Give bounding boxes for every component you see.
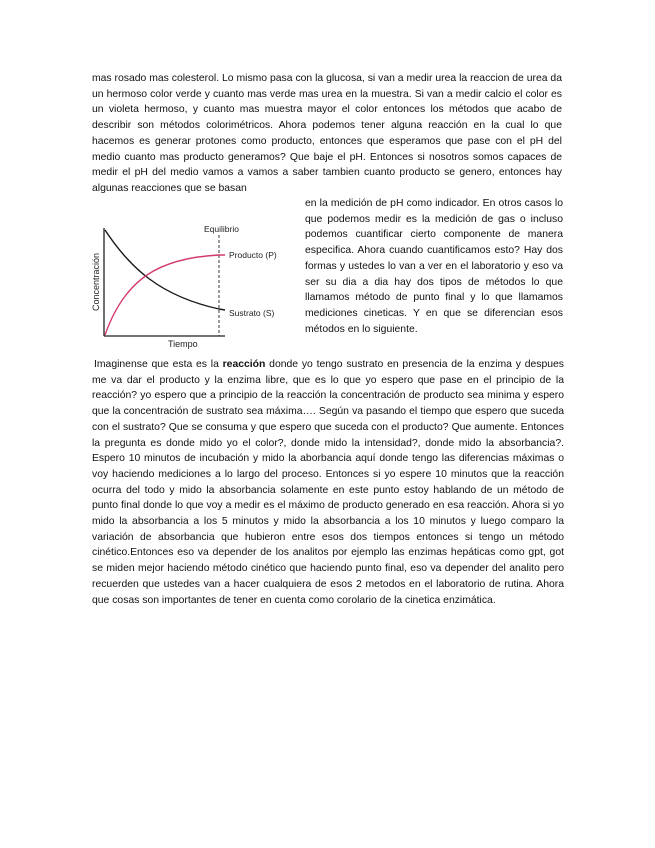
- x-axis-label: Tiempo: [168, 339, 198, 349]
- reaction-term: reacción: [222, 359, 266, 370]
- paragraph-methods: en la medición de pH como indicador. En otros casos lo que podemos medir es la medición de gas o incluso podemos cuantificar cierto componente de manera especifica. Ahora cuando cuantificamos esto? Hay dos formas y ustedes lo van a ver en el laboratorio y eso va ser su dia a dia hay dos tipos de métodos lo que llamamos método de punto final y lo que llamamos mediciones cineticas. Y en que se diferencian esos métodos en lo siguiente.: [305, 198, 563, 335]
- paragraph-reaction-start: Imaginense que esta es la: [94, 359, 223, 370]
- y-axis-label: Concentración: [91, 252, 101, 311]
- paragraph-intro: mas rosado mas colesterol. Lo mismo pasa con la glucosa, si van a medir urea la reaccion de urea da un hermoso color verde y cuanto mas verde mas urea en la muestra. Si van a medir calcio el color es un violeta hermoso, y cuanto mas muestra mayor el color entonces los métodos que acabo de describir son métodos colorimétricos. Ahora podemos tener alguna reacción en la cual lo que hacemos es generar protones como producto, entonces que esperamos que pase con el pH del medio cuanto mas producto generamos? Que baje el pH. Entonces si nosotros somos capaces de medir el pH del medio vamos a vamos a saber tambien cuanto producto se genero, entonces hay algunas reacciones que se basan: [92, 73, 562, 194]
- equilibrium-label: Equilibrio: [204, 224, 239, 234]
- substrate-label: Sustrato (S): [229, 308, 275, 318]
- product-label: Producto (P): [229, 250, 277, 260]
- product-curve: [105, 255, 225, 335]
- reaction-kinetics-figure: [90, 208, 300, 350]
- paragraph-reaction: [92, 357, 564, 608]
- paragraph-reaction-rest: donde yo tengo sustrato en presencia de la enzima y despues me va dar el producto y la enzima libre, que es lo que yo espero que pase en el principio de la reacción? yo espero que a principio de la reacción la concentración de producto sea minima y espero que la concentración de sustrato sea máxima…. Según va pasando el tiempo que espero que suceda con el sustrato? Que se consuma y que espero que suceda con el producto? Que aumente. Entonces la pregunta es donde mido yo el color?, donde mido la intensidad?, donde mido la absorbancia?. Espero 10 minutos de incubación y mido la aborbancia aquí donde tengo las diferencias máximas o voy haciendo mediciones a lo largo del proceso. Entonces si yo espere 10 minutos que la reacción ocurra del todo y mido la absorbancia solamente en este punto estoy hablando de un método de punto final donde lo que voy a medir es el máximo de producto generado en esa reacción. Ahora si yo mido la absorbancia a los 5 minutos y mido la absorbancia a los 10 minutos y luego comparo la variación de absorbancia que hubieron entre esos dos tiempos entonces si tengo un método cinético.Entonces eso va depender de los analitos por ejemplo las enzimas hepáticas como gpt, got se miden mejor haciendo método cinético que haciendo punto final, eso va depender del analito pero recuerden que ustedes van a hacer cualquiera de esos 2 metodos en el laboratorio de rutina. Ahora que cosas son importantes de tener en cuenta como corolario de la cinetica enzimática.: [92, 359, 564, 606]
